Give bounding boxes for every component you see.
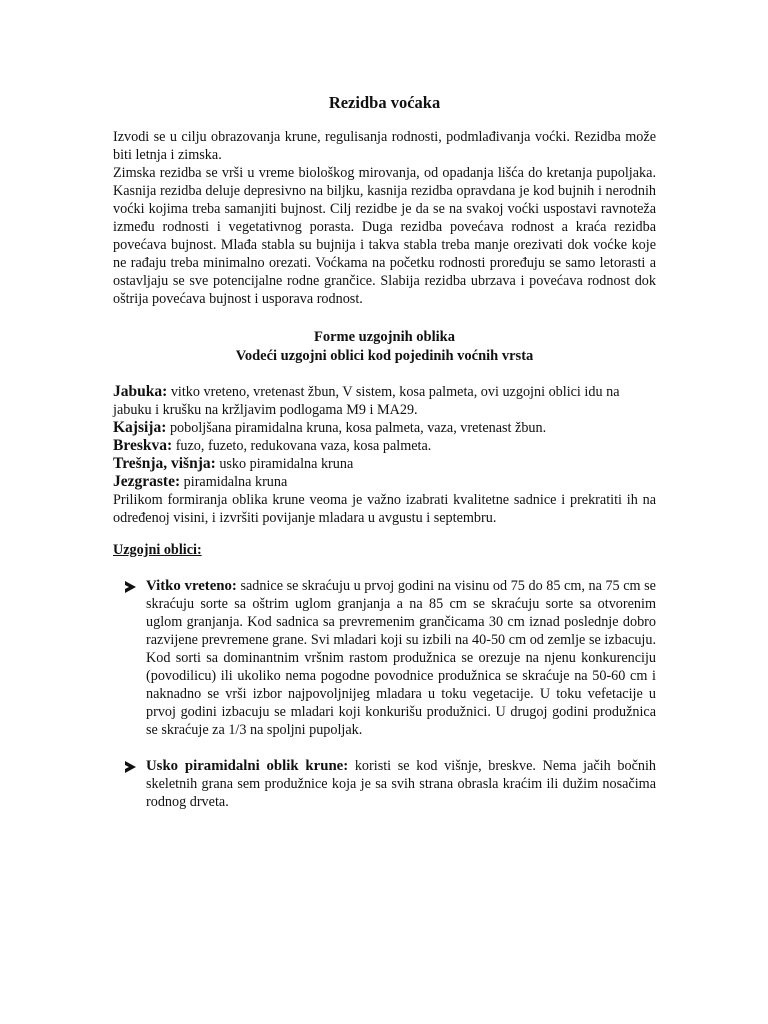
fruit-forms: piramidalna kruna [180,474,288,490]
fruit-name: Kajsija: [113,419,167,436]
uzgojni-oblici-heading: Uzgojni oblici: [113,542,202,558]
intro-paragraph: Izvodi se u cilju obrazovanja krune, regulisanja rodnosti, podmlađivanja voćki. Rezidba može biti letnja i zimska. [113,129,656,163]
fruit-forms: fuzo, fuzeto, redukovana vaza, kosa palmeta. [172,438,432,454]
fruit-name: Jezgraste: [113,473,181,490]
fruit-name: Jabuka: [113,383,168,400]
arrow-bullet-icon [125,581,136,593]
fruit-forms: poboljšana piramidalna kruna, kosa palmeta, vaza, vretenast žbun. [166,420,547,436]
bullet-text: sadnice se skraćuju u prvoj godini na visinu od 75 do 85 cm, na 75 cm se skraćuju sorte sa oštrim uglom granjanja a na 85 cm se skraćuju sorte sa otvorenim uglom granjanja. Kod sadnica sa prevremenim grančicama 30 cm iznad poslednje dobro razvijene prevremene grane. Svi mladari koji su izbili na 40-50 cm od zemlje se izbacuju. Kod sorti sa dominantnim vršnim rastom produžnica se orezuje na njenu konkurenciju (povodilicu) ili ukoliko nema pogodne povodnice produžnica se skraćuje na 50-60 cm i naknadno se vrši izbor najpovoljnijeg mladara u toku vegetacije. U toku vefetacije u prvoj godini izbacuju se mladari koji konkurišu produžnici. U drugoj godini produžnica se skraćuje za 1/3 na spoljni pupoljak. [146,578,656,738]
fruit-forms-list [113,383,656,527]
fruit-name: Breskva: [113,437,173,454]
bullet-text: koristi se kod višnje, breskve. Nema jačih bočnih skeletnih grana sem produžnice koja je sa svih strana obrasla kraćim ili dužim nosačima rodnog drveta. [146,758,656,810]
arrow-bullet-icon [125,761,136,773]
fruit-line-breskva [113,437,656,455]
winter-pruning-paragraph: Zimska rezidba se vrši u vreme biološkog mirovanja, od opadanja lišća do kretanja pupoljaka. Kasnija rezidba deluje depresivno na biljku, kasnija rezidba opravdana je kod bujnih i nerodnih voćki kojima treba samanjiti bujnost. Cilj rezidbe je da se na svakoj voćki uspostavi ravnoteža između rodnosti i vegetativnog porasta. Duga rezidba povećava rodnost a kraća rezidba povećava bujnost. Mlađa stabla su bujnija i takva stabla treba manje orezivati dok voćke koje ne rađaju treba minimalno orezati. Voćkama na početku rodnosti proređuju se samo letorasti a ostavljaju se sve potencijalne rodne grančice. Slabija rezidba ubrzava i povećava rodnost dok oštrija povećava bujnost i usporava rodnost. [113,165,656,307]
fruit-forms: usko piramidalna kruna [215,456,354,472]
bullet-title: Vitko vreteno: [146,578,237,594]
section-title: Forme uzgojnih oblika [314,329,455,345]
fruit-line-kajsija [113,419,656,437]
document-content [113,93,656,811]
fruit-line-tresnja-visnja [113,455,656,473]
fruit-line-jezgraste [113,473,656,491]
bullet-vitko-vreteno [113,577,656,739]
forming-note: Prilikom formiranja oblika krune veoma je važno izabrati kvalitetne sadnice i prekratiti ih na određenoj visini, i izvršiti povijanje mladara u avgustu i septembru. [113,492,656,526]
fruit-forms: vitko vreteno, vretenast žbun, V sistem, kosa palmeta, ovi uzgojni oblici idu na jabuku i krušku na kržljavim podlogama M9 i MA29. [113,384,620,418]
fruit-line-jabuka [113,383,656,419]
fruit-name: Trešnja, višnja: [113,455,216,472]
page-title: Rezidba voćaka [328,93,441,112]
bullet-list [113,577,656,811]
section-subtitle: Vodeći uzgojni oblici kod pojedinih voćnih vrsta [235,348,534,364]
bullet-usko-piramidalni [113,757,656,811]
bullet-title: Usko piramidalni oblik krune: [146,758,349,774]
